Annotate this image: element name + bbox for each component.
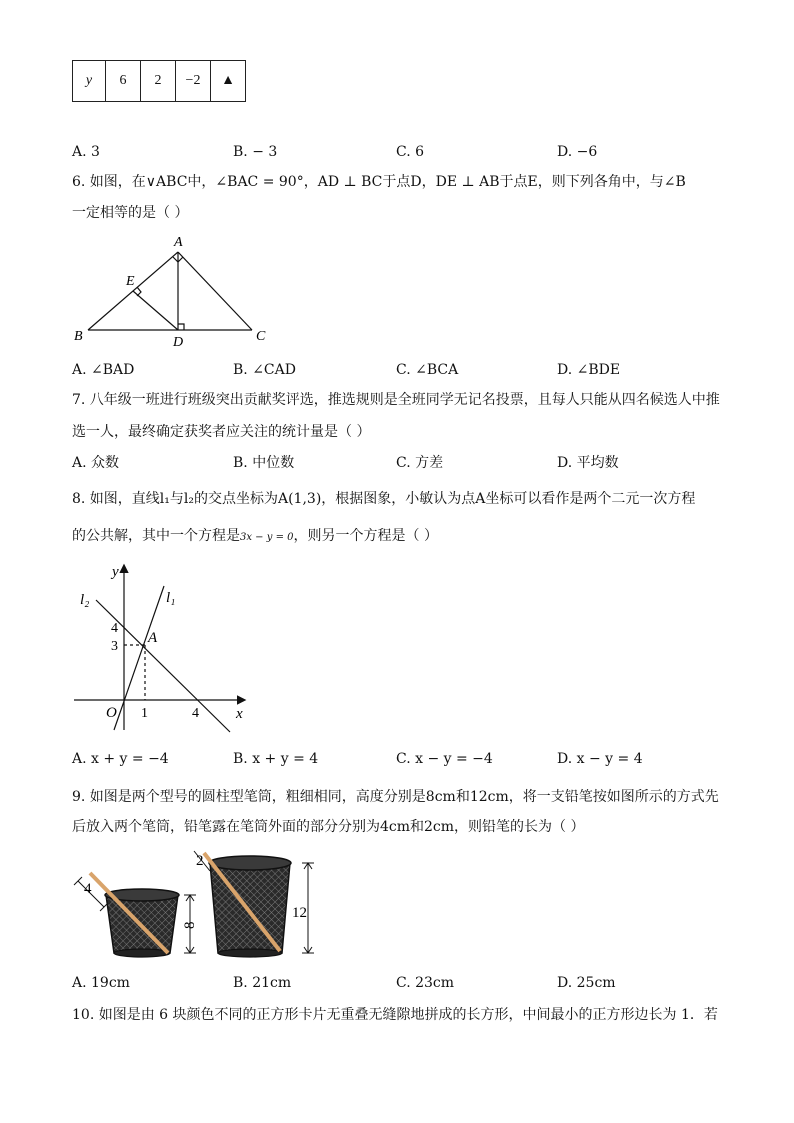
q7-option-b: B. 中位数 (233, 455, 295, 471)
label-x-axis: x (236, 706, 243, 722)
label-b: B (74, 329, 83, 344)
q8-stem-text-b: ，则另一个方程是（ ） (293, 528, 438, 544)
q5-option-d: D. −6 (557, 144, 598, 160)
q9-option-d: D. 25cm (557, 975, 616, 991)
label-point-a: A (148, 630, 158, 646)
q9-option-a: A. 19cm (72, 975, 130, 991)
q6-option-a: A. ∠BAD (72, 362, 135, 378)
q8-stem-line1: 8. 如图，直线l₁与l₂的交点坐标为A(1,3)，根据图象，小敏认为点A坐标可以看作是两个二元一次方程 (72, 491, 696, 507)
tick-y-4: 4 (111, 621, 118, 636)
q5-option-a: A. 3 (72, 144, 100, 160)
q8-option-b: B. x + y = 4 (233, 751, 319, 767)
label-a: A (174, 235, 183, 250)
label-left-out: 4 (84, 881, 92, 897)
q7-stem-line1: 7. 八年级一班进行班级突出贡献奖评选，推选规则是全班同学无记名投票，且每人只能从四名候选人中推 (72, 392, 720, 408)
label-right-height: 12 (292, 905, 307, 921)
label-right-out: 2 (196, 853, 204, 869)
table-cell: 6 (106, 61, 141, 102)
label-c: C (256, 329, 266, 344)
table-cell: y (73, 61, 106, 102)
q8-option-a: A. x + y = −4 (72, 751, 169, 767)
label-l2: l₂ (80, 592, 90, 608)
table-row (73, 61, 246, 102)
table-cell: 2 (141, 61, 176, 102)
coordinate-figure (68, 560, 258, 740)
label-e: E (126, 274, 135, 289)
q6-stem-line2: 一定相等的是（ ） (72, 205, 189, 221)
tick-x-1: 1 (141, 706, 148, 721)
right-angle-e (137, 287, 141, 296)
segment-de (133, 291, 178, 330)
q7-stem-line2: 选一人，最终确定获奖者应关注的统计量是（ ） (72, 424, 371, 440)
right-angle-d (178, 324, 184, 330)
table-cell: ▲ (211, 61, 246, 102)
q8-given-equation: 3x − y = 0 (240, 532, 294, 543)
label-origin: O (106, 705, 117, 721)
label-l1: l₁ (166, 590, 176, 606)
label-left-height: 8 (182, 921, 198, 929)
label-y-axis: y (112, 564, 119, 580)
q9-option-c: C. 23cm (396, 975, 455, 991)
label-d: D (173, 335, 184, 350)
table-cell: −2 (176, 61, 211, 102)
q6-option-c: C. ∠BCA (396, 362, 459, 378)
q7-option-d: D. 平均数 (557, 455, 619, 471)
tick-y-3: 3 (111, 639, 118, 654)
q9-stem-line2: 后放入两个笔筒，铅笔露在笔筒外面的部分分别为4cm和2cm，则铅笔的长为（ ） (72, 819, 585, 835)
q8-stem-line2 (72, 526, 438, 548)
q5-option-c: C. 6 (396, 144, 425, 160)
pencil-cups-figure (70, 845, 330, 965)
q10-stem-line1: 10. 如图是由 6 块颜色不同的正方形卡片无重叠无缝隙地拼成的长方形，中间最小的正方形边长为 1．若 (72, 1007, 718, 1023)
q6-option-b: B. ∠CAD (233, 362, 296, 378)
q9-stem-line1: 9. 如图是两个型号的圆柱型笔筒，粗细相同，高度分别是8cm和12cm，将一支铅笔按如图所示的方式先 (72, 789, 719, 805)
q7-option-a: A. 众数 (72, 455, 120, 471)
q6-option-d: D. ∠BDE (557, 362, 621, 378)
triangle-figure (70, 230, 280, 350)
q7-option-c: C. 方差 (396, 455, 444, 471)
q6-stem-line1: 6. 如图，在∨ABC中，∠BAC = 90°，AD ⊥ BC于点D，DE ⊥ AB于点E，则下列各角中，与∠B (72, 174, 686, 190)
q5-option-b: B. − 3 (233, 144, 278, 160)
value-table (72, 60, 246, 102)
tick-x-4: 4 (192, 706, 199, 721)
q8-option-c: C. x − y = −4 (396, 751, 493, 767)
tall-cup (209, 856, 291, 957)
line-l1 (114, 586, 164, 730)
q8-option-d: D. x − y = 4 (557, 751, 643, 767)
side-ac (178, 252, 252, 330)
q9-option-b: B. 21cm (233, 975, 292, 991)
q8-stem-text-a: 的公共解，其中一个方程是 (72, 528, 240, 544)
